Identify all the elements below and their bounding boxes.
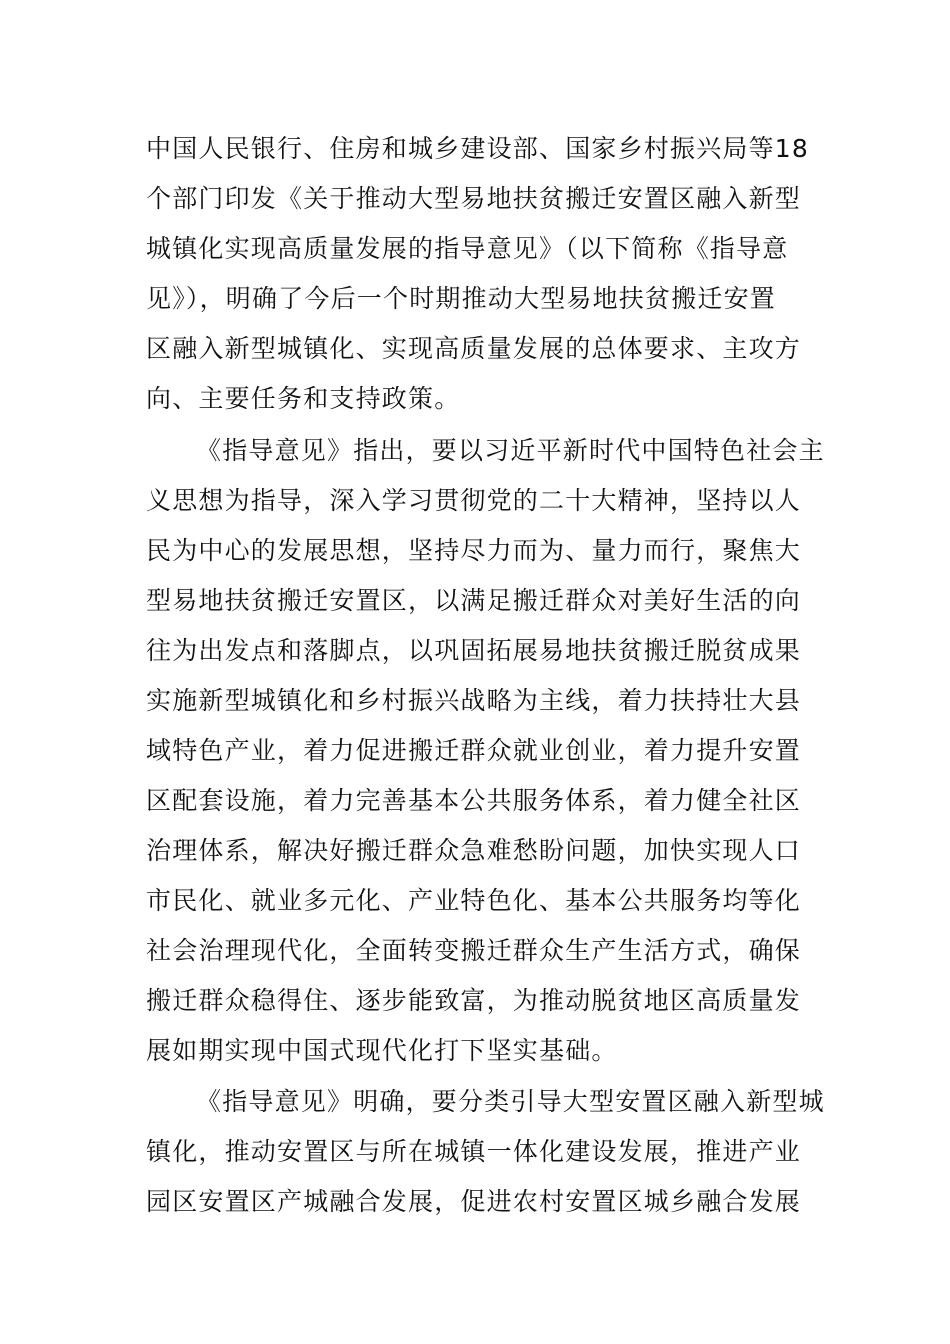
text-line: 搬迁群众稳得住、逐步能致富，为推动脱贫地区高质量发 [146,986,802,1015]
text-line: 市民化、就业多元化、产业特色化、基本公共服务均等化 [146,886,802,915]
text-line: 域特色产业，着力促进搬迁群众就业创业，着力提升安置 [146,736,802,765]
text-line: 区配套设施，着力完善基本公共服务体系，着力健全社区 [146,786,802,815]
text-line: 中国人民银行、住房和城乡建设部、国家乡村振兴局等18 [146,134,810,163]
text-line: 区融入新型城镇化、实现高质量发展的总体要求、主攻方 [146,334,802,363]
paragraph-start-line: 《指导意见》指出，要以习近平新时代中国特色社会主 [196,436,825,465]
text-line: 园区安置区产城融合发展，促进农村安置区城乡融合发展 [146,1187,802,1216]
text-line: 义思想为指导，深入学习贯彻党的二十大精神，坚持以人 [146,486,802,515]
text-line: 社会治理现代化，全面转变搬迁群众生产生活方式，确保 [146,936,802,965]
text-line: 见》），明确了今后一个时期推动大型易地扶贫搬迁安置 [146,284,777,313]
text-line: 往为出发点和落脚点，以巩固拓展易地扶贫搬迁脱贫成果 [146,636,802,665]
paragraph-start-line: 《指导意见》明确，要分类引导大型安置区融入新型城 [196,1087,825,1116]
text-line: 民为中心的发展思想，坚持尽力而为、量力而行，聚焦大 [146,536,802,565]
text-line: 展如期实现中国式现代化打下坚实基础。 [146,1036,618,1065]
text-line: 治理体系，解决好搬迁群众急难愁盼问题，加快实现人口 [146,836,802,865]
text-line: 城镇化实现高质量发展的指导意见》（以下简称《指导意 [146,234,789,263]
text-line: 镇化，推动安置区与所在城镇一体化建设发展，推进产业 [146,1137,802,1166]
text-line: 向、主要任务和支持政策。 [146,384,461,413]
text-line: 个部门印发《关于推动大型易地扶贫搬迁安置区融入新型 [146,184,802,213]
text-line: 型易地扶贫搬迁安置区，以满足搬迁群众对美好生活的向 [146,586,802,615]
text-line: 实施新型城镇化和乡村振兴战略为主线，着力扶持壮大县 [146,686,802,715]
